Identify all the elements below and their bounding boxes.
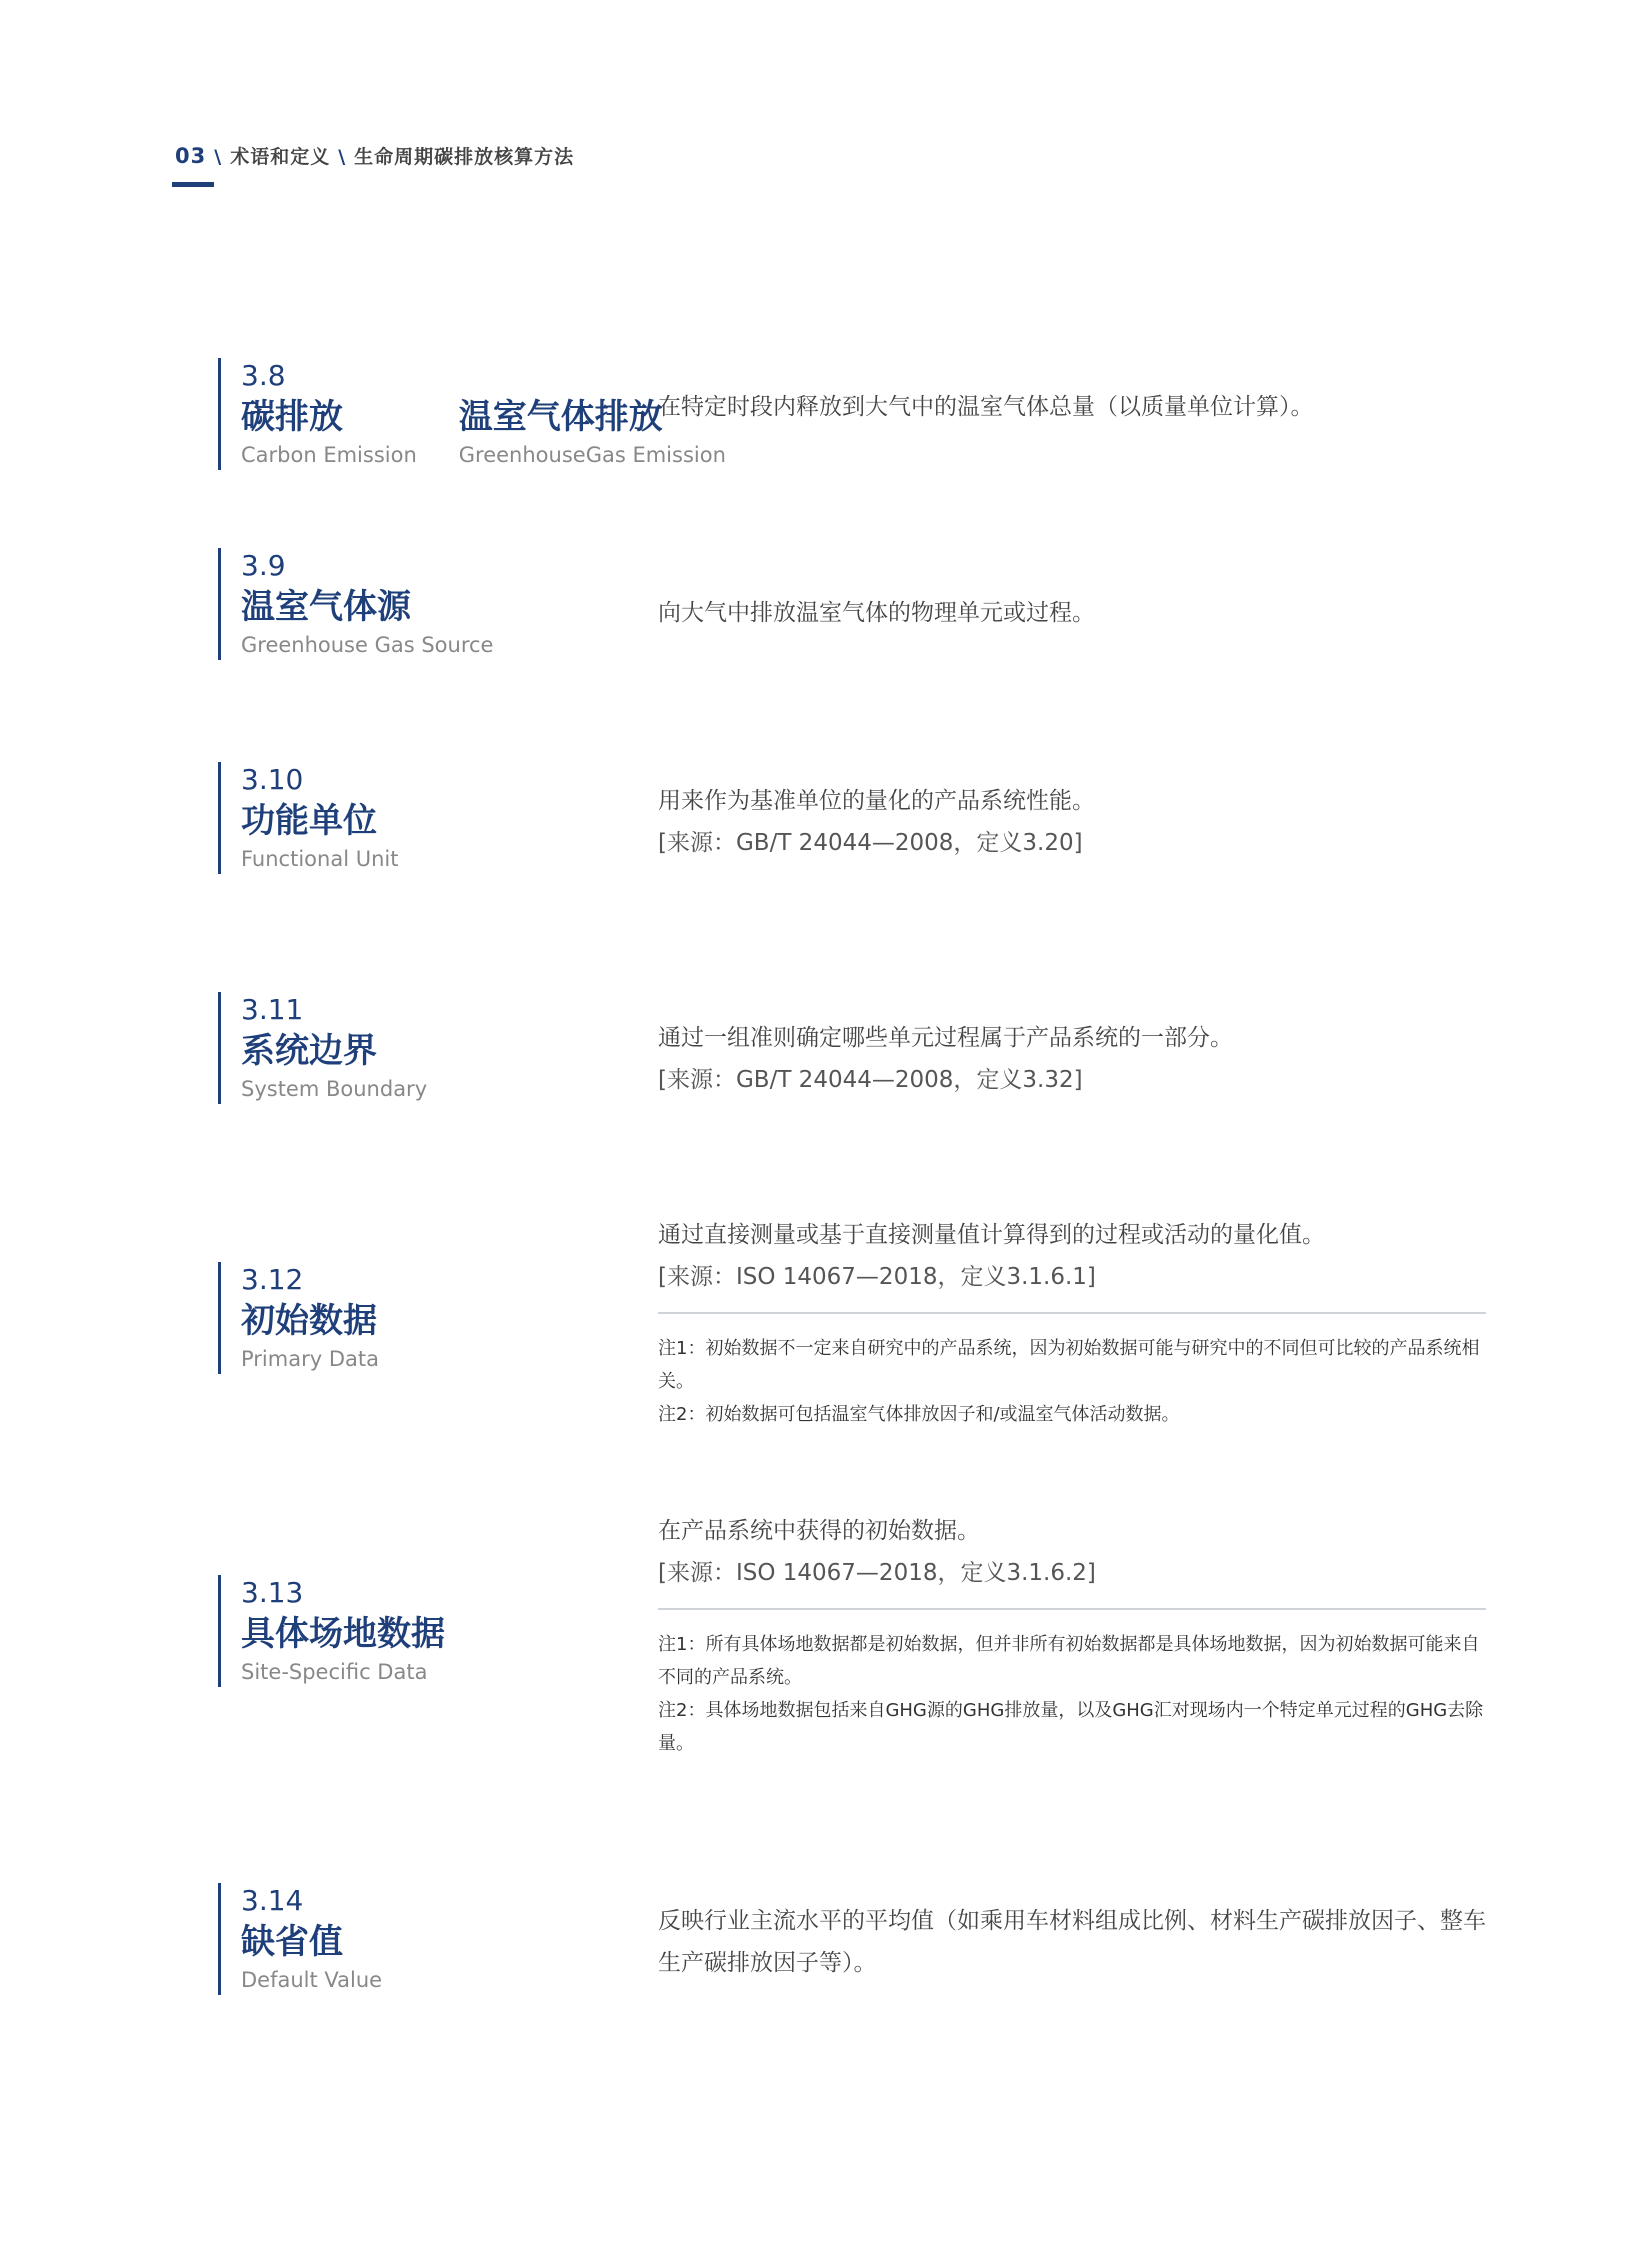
definition-3-11 [658,1017,1488,1101]
term-3-9 [218,548,493,660]
term-name-1 [241,394,417,470]
term-number: 3.11 [241,993,304,1026]
definition-3-13 [658,1510,1488,1760]
definition-3-14 [658,1900,1488,1984]
definition-source: [来源：GB/T 24044—2008，定义3.20] [658,830,1083,856]
term-zh: 初始数据 [241,1301,377,1341]
term-en: GreenhouseGas Emission [458,443,726,467]
definition-3-12 [658,1214,1488,1431]
breadcrumb-separator: \ [338,146,347,168]
term-3-13 [218,1575,445,1687]
term-3-8 [218,358,726,470]
note-divider [658,1312,1486,1314]
chapter-number: 03 [175,144,207,168]
note-2: 注2：具体场地数据包括来自GHG源的GHG排放量，以及GHG汇对现场内一个特定单元过程的GHG去除量。 [658,1700,1484,1754]
term-en: Functional Unit [241,847,399,871]
term-en: Default Value [241,1968,383,1992]
term-en: Site-Specific Data [241,1660,428,1684]
term-en: Primary Data [241,1347,379,1371]
definition-text: 通过直接测量或基于直接测量值计算得到的过程或活动的量化值。 [658,1222,1325,1248]
term-3-14 [218,1883,382,1995]
term-3-12 [218,1262,379,1374]
term-zh: 缺省值 [241,1922,343,1962]
term-zh: 系统边界 [241,1031,377,1071]
breadcrumb-section: 生命周期碳排放核算方法 [354,146,575,168]
notes [658,1332,1488,1431]
breadcrumb-separator: \ [214,146,223,168]
notes [658,1628,1488,1760]
term-number: 3.14 [241,1884,304,1917]
definition-source: [来源：GB/T 24044—2008，定义3.32] [658,1067,1083,1093]
term-number: 3.9 [241,549,286,582]
term-number: 3.13 [241,1576,304,1609]
definition-source: [来源：ISO 14067—2018，定义3.1.6.2] [658,1560,1096,1586]
term-en: System Boundary [241,1077,428,1101]
term-zh: 碳排放 [241,397,343,437]
term-zh: 功能单位 [241,801,377,841]
term-zh: 温室气体排放 [458,397,663,437]
term-3-11 [218,992,427,1104]
definition-text: 用来作为基准单位的量化的产品系统性能。 [658,788,1095,814]
term-names [241,394,726,470]
term-number: 3.8 [241,359,286,392]
breadcrumb-chapter: 术语和定义 [230,146,331,168]
breadcrumb [175,142,574,169]
note-divider [658,1608,1486,1610]
definition-3-10 [658,780,1488,864]
note-1: 注1：初始数据不一定来自研究中的产品系统，因为初始数据可能与研究中的不同但可比较的产品系统相关。 [658,1338,1480,1392]
note-1: 注1：所有具体场地数据都是初始数据，但并非所有初始数据都是具体场地数据，因为初始数据可能来自不同的产品系统。 [658,1634,1480,1688]
definition-text: 在特定时段内释放到大气中的温室气体总量（以质量单位计算）。 [658,394,1314,420]
term-zh: 具体场地数据 [241,1614,445,1654]
term-3-10 [218,762,398,874]
definition-3-9 [658,592,1488,634]
definition-3-8 [658,386,1488,428]
term-zh: 温室气体源 [241,587,411,627]
definition-text: 在产品系统中获得的初始数据。 [658,1518,980,1544]
definition-text: 反映行业主流水平的平均值（如乘用车材料组成比例、材料生产碳排放因子、整车生产碳排放因子等）。 [658,1908,1486,1976]
definition-text: 通过一组准则确定哪些单元过程属于产品系统的一部分。 [658,1025,1233,1051]
note-2: 注2：初始数据可包括温室气体排放因子和/或温室气体活动数据。 [658,1404,1180,1425]
term-en: Greenhouse Gas Source [241,633,494,657]
definition-source: [来源：ISO 14067—2018，定义3.1.6.1] [658,1264,1096,1290]
term-en: Carbon Emission [241,443,417,467]
header-underline [172,182,214,187]
term-number: 3.12 [241,1263,304,1296]
term-number: 3.10 [241,763,304,796]
definition-text: 向大气中排放温室气体的物理单元或过程。 [658,600,1095,626]
